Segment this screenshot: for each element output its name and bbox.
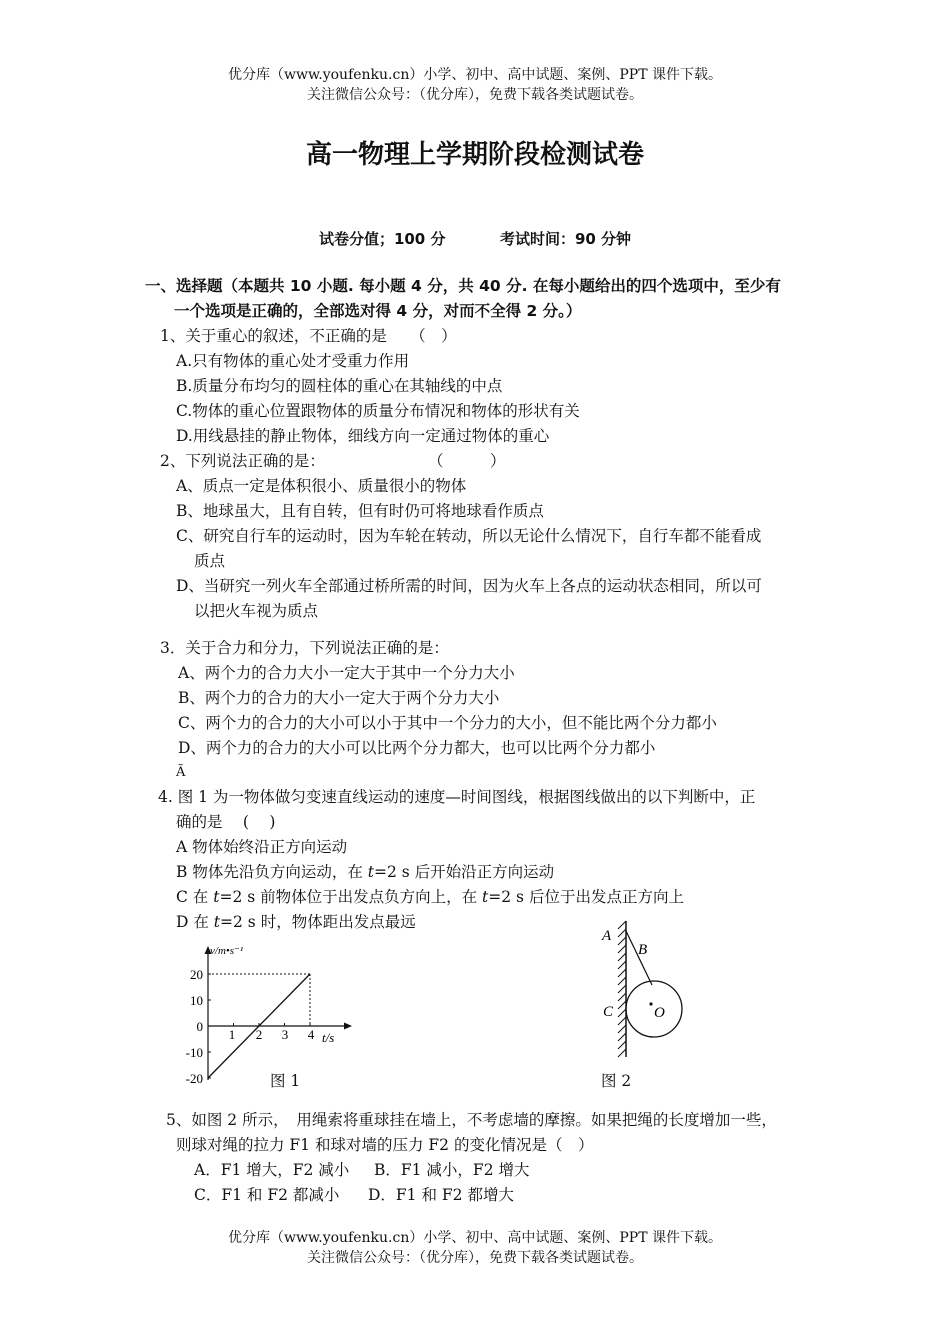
q3-option-a: A、两个力的合力大小一定大于其中一个分力大小 bbox=[178, 664, 515, 682]
q5-option-a: A．F1 增大，F2 减小 bbox=[194, 1161, 350, 1179]
q2-option-c-line-1: C、研究自行车的运动时，因为车轮在转动，所以无论什么情况下，自行车都不能看成 bbox=[176, 527, 762, 545]
xtick-1: 1 bbox=[228, 1027, 236, 1042]
ytick-0: 0 bbox=[196, 1019, 203, 1034]
q5-option-c: C．F1 和 F2 都减小 bbox=[194, 1186, 340, 1204]
exam-time: 考试时间：90 分钟 bbox=[499, 230, 632, 248]
q2-option-d-line-2: 以把火车视为质点 bbox=[194, 602, 319, 620]
q4-stem-line-1: 4. 图 1 为一物体做匀变速直线运动的速度—时间图线，根据图线做出的以下判断中，正 bbox=[158, 788, 756, 806]
q3-option-d: D、两个力的合力的大小可以比两个分力都大，也可以比两个分力都小 bbox=[178, 739, 656, 757]
header-line-2: 关注微信公众号：（优分库），免费下载各类试题试卷。 bbox=[307, 87, 643, 103]
figure-1-caption: 图 1 bbox=[270, 1072, 301, 1090]
q3-option-b: B、两个力的合力的大小一定大于两个分力大小 bbox=[178, 689, 500, 707]
ytick-10: 10 bbox=[190, 993, 203, 1008]
q2-stem: 2、下列说法正确的是： bbox=[160, 452, 325, 470]
label-o: O bbox=[654, 1005, 665, 1021]
footer-line-1: 优分库（www.youfenku.cn）小学、初中、高中试题、案例、PPT 课件下载。 bbox=[227, 1230, 722, 1246]
q5-stem-line-2: 则球对绳的拉力 F1 和球对墙的压力 F2 的变化情况是（ ） bbox=[176, 1136, 594, 1154]
section-heading-line-1: 一、选择题（本题共 10 小题. 每小题 4 分，共 40 分. 在每小题给出的四个选项中，至少有 bbox=[145, 277, 781, 295]
exam-score: 试卷分值；100 分 bbox=[318, 230, 446, 248]
q4-option-d: D 在 t=2 s 时，物体距出发点最远 bbox=[176, 913, 416, 931]
q4-option-b: B 物体先沿负方向运动，在 t=2 s 后开始沿正方向运动 bbox=[176, 863, 555, 881]
label-a: A bbox=[602, 928, 612, 944]
q2-option-d-line-1: D、当研究一列火车全部通过桥所需的时间，因为火车上各点的运动状态相同，所以可 bbox=[176, 577, 762, 595]
q5-option-b: B．F1 减小，F2 增大 bbox=[374, 1161, 530, 1179]
section-heading-line-2: 一个选项是正确的，全部选对得 4 分，对而不全得 2 分。） bbox=[174, 302, 582, 320]
q4-option-c: C 在 t=2 s 前物体位于出发点负方向上，在 t=2 s 后位于出发点正方向上 bbox=[176, 888, 684, 906]
ytick-20: 20 bbox=[190, 967, 203, 982]
label-b: B bbox=[638, 942, 648, 958]
q1-option-b: B.质量分布均匀的圆柱体的重心在其轴线的中点 bbox=[176, 377, 503, 395]
q3-stray-char: Ã bbox=[176, 765, 186, 780]
x-axis-arrow bbox=[344, 1023, 352, 1030]
q1-option-a: A.只有物体的重心处才受重力作用 bbox=[176, 352, 410, 370]
exam-info bbox=[0, 228, 950, 249]
y-axis-label: v/m•s⁻¹ bbox=[210, 945, 244, 957]
q4-option-a: A 物体始终沿正方向运动 bbox=[176, 838, 348, 856]
page-title: 高一物理上学期阶段检测试卷 bbox=[305, 140, 644, 170]
figure-2-caption: 图 2 bbox=[601, 1072, 632, 1090]
q2-option-a: A、质点一定是体积很小、质量很小的物体 bbox=[176, 477, 467, 495]
footer-line-2: 关注微信公众号：（优分库），免费下载各类试题试卷。 bbox=[307, 1250, 643, 1266]
label-c: C bbox=[603, 1004, 614, 1020]
q5-stem-line-1: 5、如图 2 所示， 用绳索将重球挂在墙上，不考虑墙的摩擦。如果把绳的长度增加一些， bbox=[166, 1111, 777, 1129]
rope bbox=[626, 931, 652, 985]
q2-option-b: B、地球虽大，且有自转，但有时仍可将地球看作质点 bbox=[176, 502, 544, 520]
xtick-2: 2 bbox=[255, 1027, 263, 1042]
ball-center bbox=[649, 1002, 652, 1005]
x-axis-label: t/s bbox=[322, 1030, 335, 1045]
q4-stem-line-2: 确的是 ( ) bbox=[176, 813, 276, 831]
q2-answer-paren: （ ） bbox=[428, 452, 506, 470]
wall-hatching bbox=[618, 921, 626, 1057]
xtick-3: 3 bbox=[281, 1027, 289, 1042]
q1-option-d: D.用线悬挂的静止物体，细线方向一定通过物体的重心 bbox=[176, 427, 550, 445]
q3-option-c: C、两个力的合力的大小可以小于其中一个分力的大小，但不能比两个分力都小 bbox=[178, 714, 717, 732]
header-line-1: 优分库（www.youfenku.cn）小学、初中、高中试题、案例、PPT 课件下载。 bbox=[227, 67, 722, 83]
ytick-neg10: -10 bbox=[185, 1045, 203, 1060]
ytick-neg20: -20 bbox=[185, 1071, 203, 1086]
q2-option-c-line-2: 质点 bbox=[194, 552, 226, 570]
figure-2-ball-on-wall bbox=[590, 915, 700, 1065]
q5-option-d: D．F1 和 F2 都增大 bbox=[368, 1186, 514, 1204]
q1-stem: 1、关于重心的叙述，不正确的是 （ ） bbox=[160, 327, 457, 345]
xtick-4: 4 bbox=[307, 1027, 315, 1042]
q3-stem: 3．关于合力和分力，下列说法正确的是： bbox=[160, 639, 449, 657]
q1-option-c: C.物体的重心位置跟物体的质量分布情况和物体的形状有关 bbox=[176, 402, 580, 420]
